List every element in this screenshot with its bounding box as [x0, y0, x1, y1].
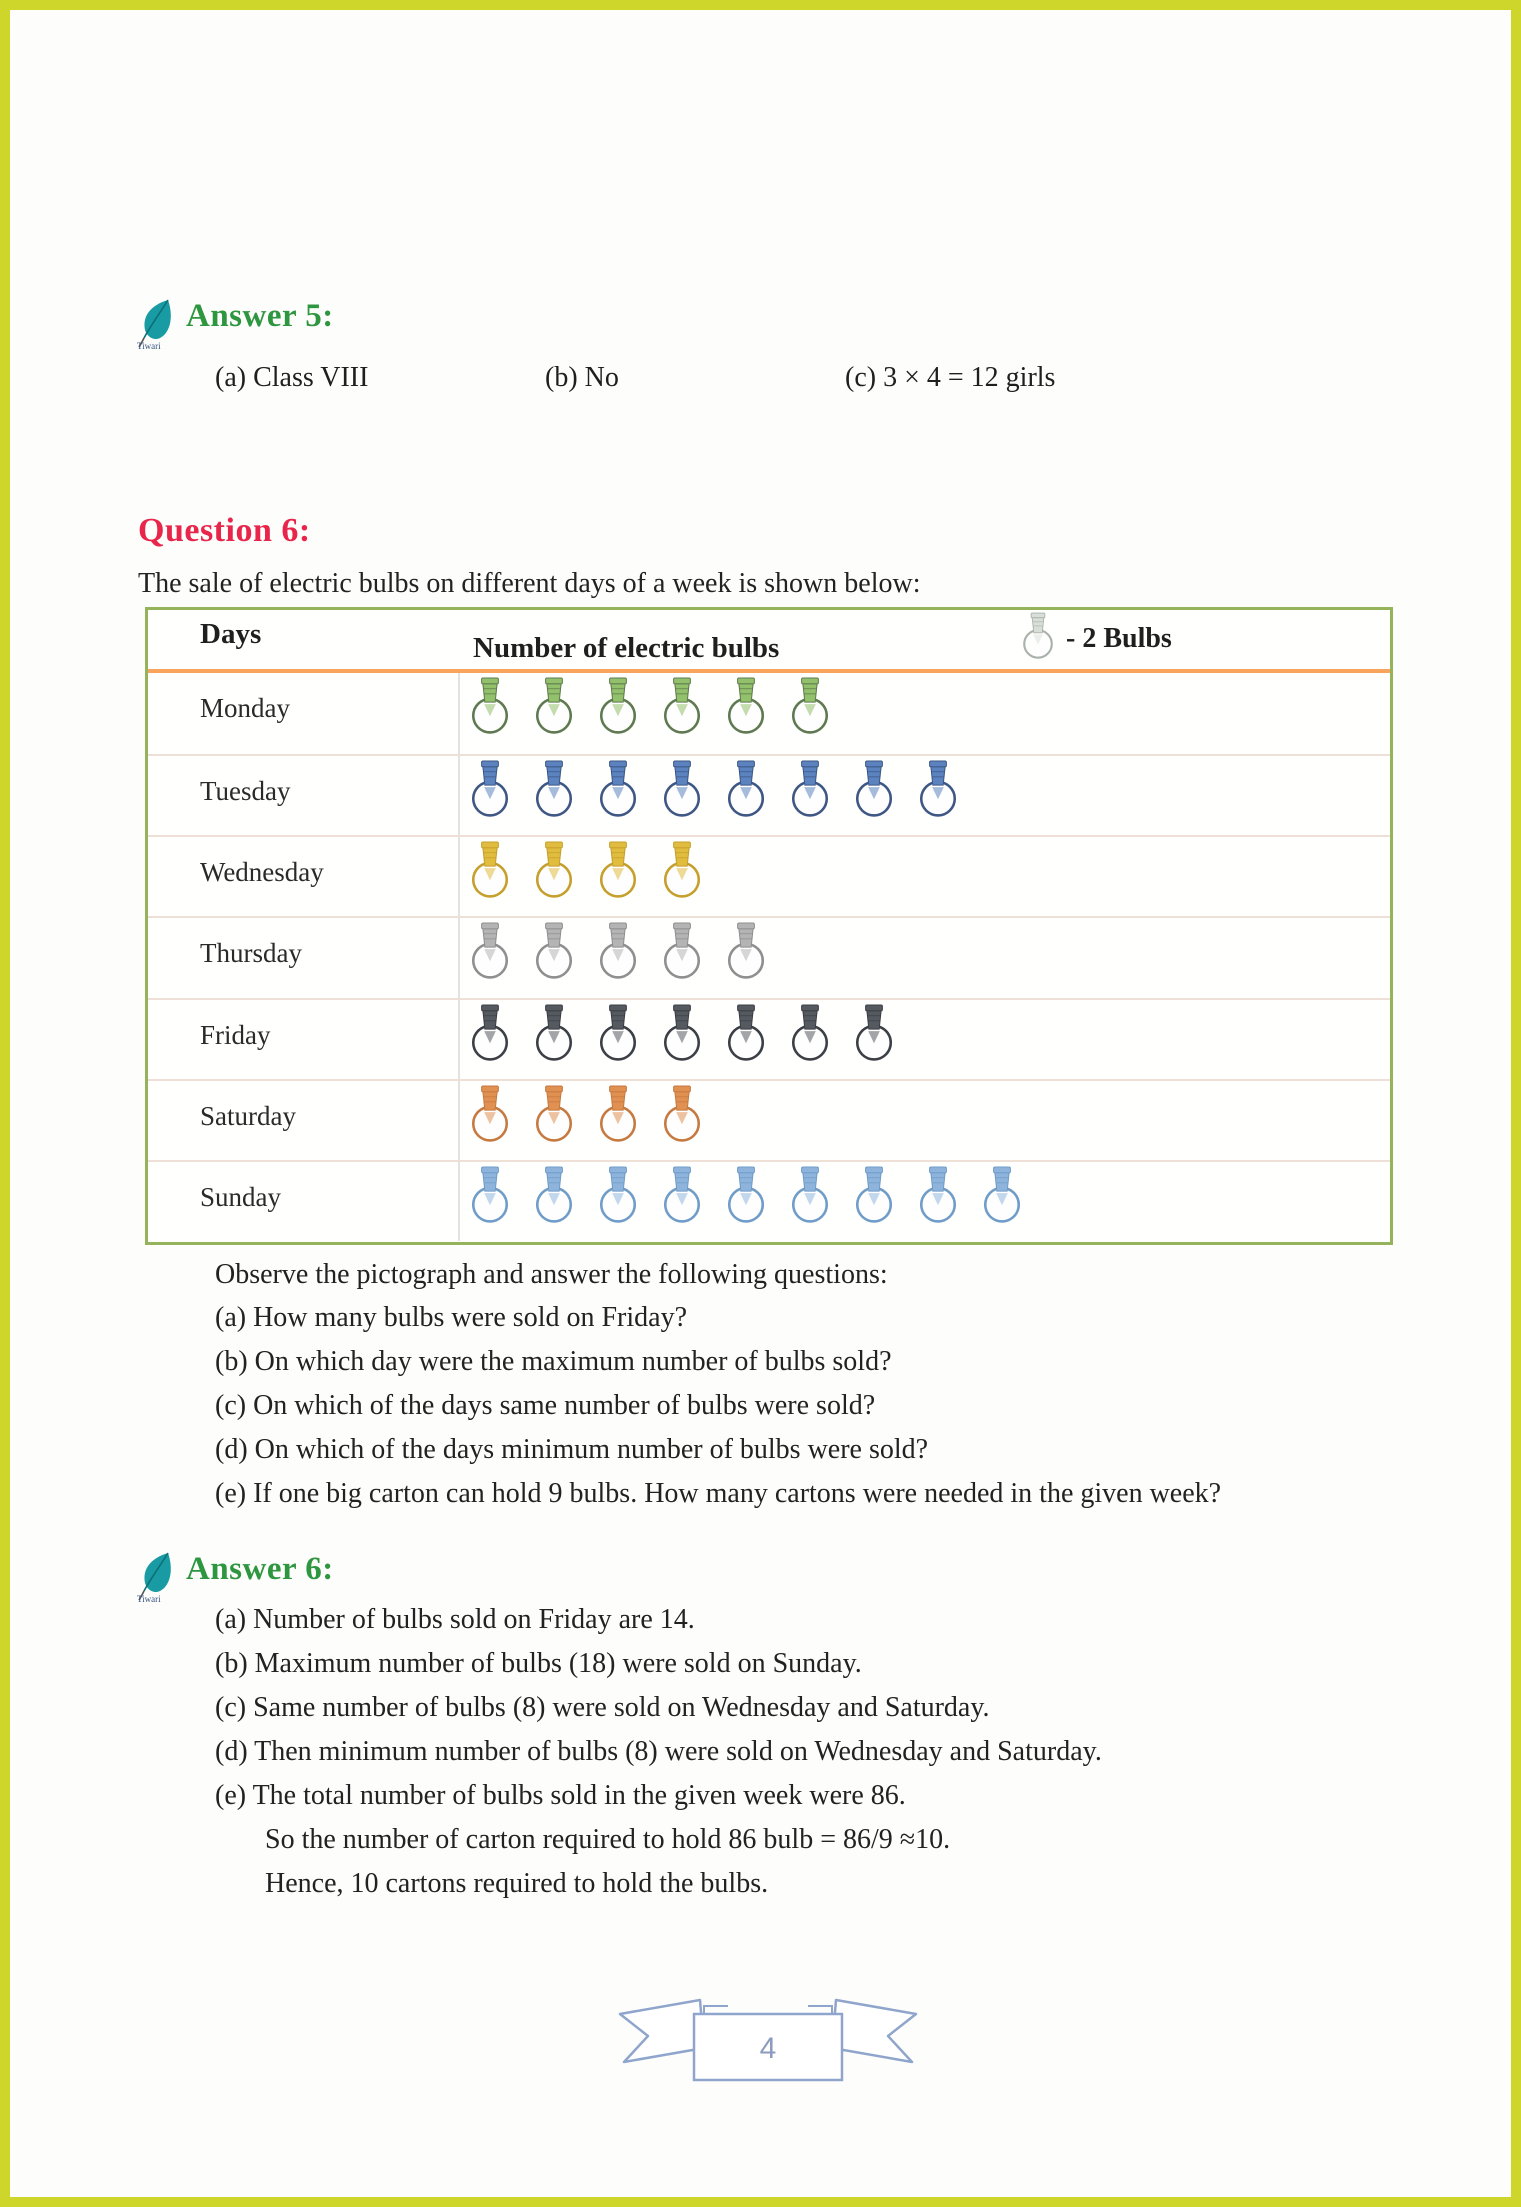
- legend-label: - 2 Bulbs: [1066, 622, 1172, 654]
- day-label: Thursday: [148, 918, 460, 997]
- question-line: (d) On which of the days minimum number of bulbs were sold?: [215, 1434, 929, 1465]
- bulb-icon: [724, 1166, 768, 1224]
- day-label: Friday: [148, 1000, 460, 1079]
- answer-line: (d) Then minimum number of bulbs (8) were sold on Wednesday and Saturday.: [215, 1736, 1102, 1767]
- bulb-icon: [532, 760, 576, 818]
- pictograph-row: [148, 835, 1390, 916]
- answer6-heading: Answer 6:: [186, 1551, 334, 1587]
- bulb-icon: [468, 1004, 512, 1062]
- bulb-icon: [724, 1004, 768, 1062]
- answer-line: So the number of carton required to hold 86 bulb = 86/9 ≈10.: [265, 1824, 951, 1855]
- bulb-icons-cell: [460, 1000, 896, 1079]
- question6-heading: Question 6:: [138, 512, 311, 549]
- tiwari-academy-leaf-logo-icon: [136, 298, 178, 350]
- legend-bulb-icon: [1020, 612, 1056, 665]
- day-label: Tuesday: [148, 756, 460, 835]
- tiwari-academy-leaf-logo-icon: [136, 1551, 178, 1603]
- bulb-icon: [1020, 612, 1056, 660]
- bulb-icon: [788, 1166, 832, 1224]
- bulb-icon: [596, 1004, 640, 1062]
- bulb-icon: [788, 760, 832, 818]
- bulb-icons-cell: [460, 756, 960, 835]
- pictograph-legend: [1020, 612, 1172, 665]
- pictograph-row: [148, 916, 1390, 997]
- bulb-icon: [468, 1085, 512, 1143]
- bulb-icon: [468, 841, 512, 899]
- logo-text: Tiwari: [137, 341, 161, 350]
- answer-line: (c) Same number of bulbs (8) were sold on Wednesday and Saturday.: [215, 1692, 990, 1723]
- bulb-icon: [468, 760, 512, 818]
- answer5-heading-row: [136, 298, 334, 350]
- bulb-icon: [596, 1085, 640, 1143]
- answer5-item-a: (a) Class VIII: [215, 362, 369, 393]
- bulb-icon: [596, 760, 640, 818]
- bulb-icon: [596, 922, 640, 980]
- pictograph-row: [148, 998, 1390, 1079]
- bulbs-column-header: Number of electric bulbs: [473, 632, 780, 664]
- bulb-icon: [660, 760, 704, 818]
- question-line: (e) If one big carton can hold 9 bulbs. How many cartons were needed in the given week?: [215, 1478, 1222, 1509]
- bulb-icon: [532, 1085, 576, 1143]
- question-line: (b) On which day were the maximum number of bulbs sold?: [215, 1346, 892, 1377]
- pictograph-row: [148, 1160, 1390, 1241]
- bulb-icon: [980, 1166, 1024, 1224]
- bulb-icon: [660, 1166, 704, 1224]
- day-label: Wednesday: [148, 837, 460, 916]
- answer-line: Hence, 10 cartons required to hold the bulbs.: [265, 1868, 769, 1899]
- bulb-icon: [660, 677, 704, 735]
- bulb-icons-cell: [460, 837, 704, 916]
- day-label: Monday: [148, 673, 460, 754]
- pictograph-rows: [148, 673, 1390, 1241]
- pictograph-row: [148, 673, 1390, 754]
- bulb-icons-cell: [460, 1162, 1024, 1241]
- pictograph-table: [145, 607, 1393, 1245]
- day-label: Sunday: [148, 1162, 460, 1241]
- bulb-icon: [660, 841, 704, 899]
- bulb-icon: [724, 760, 768, 818]
- bulb-icons-cell: [460, 673, 832, 754]
- bulb-icon: [788, 1004, 832, 1062]
- bulb-icon: [852, 1166, 896, 1224]
- page-number: 4: [759, 2032, 777, 2065]
- bulb-icon: [532, 1004, 576, 1062]
- pictograph-row: [148, 754, 1390, 835]
- observe-line: Observe the pictograph and answer the following questions:: [215, 1259, 888, 1290]
- bulb-icons-cell: [460, 918, 768, 997]
- answer-line: (b) Maximum number of bulbs (18) were sold on Sunday.: [215, 1648, 862, 1679]
- bulb-icon: [468, 1166, 512, 1224]
- bulb-icon: [468, 922, 512, 980]
- bulb-icon: [916, 760, 960, 818]
- bulb-icon: [660, 922, 704, 980]
- bulb-icon: [596, 1166, 640, 1224]
- bulb-icon: [852, 760, 896, 818]
- bulb-icon: [660, 1085, 704, 1143]
- answer6-list: [215, 1598, 1415, 1906]
- bulb-icon: [724, 677, 768, 735]
- bulb-icon: [660, 1004, 704, 1062]
- bulb-icon: [596, 677, 640, 735]
- bulb-icons-cell: [460, 1081, 704, 1160]
- bulb-icon: [788, 677, 832, 735]
- days-column-header: Days: [200, 618, 262, 650]
- answer5-item-b: (b) No: [545, 362, 619, 393]
- answer-line: (a) Number of bulbs sold on Friday are 14.: [215, 1604, 695, 1635]
- logo-text: Tiwari: [137, 1594, 161, 1603]
- answer5-items: [10, 362, 1511, 406]
- bulb-icon: [596, 841, 640, 899]
- answer5-heading: Answer 5:: [186, 298, 334, 334]
- day-label: Saturday: [148, 1081, 460, 1160]
- bulb-icon: [724, 922, 768, 980]
- question-line: (a) How many bulbs were sold on Friday?: [215, 1302, 688, 1333]
- bulb-icon: [852, 1004, 896, 1062]
- question6-list: [215, 1296, 1335, 1516]
- bulb-icon: [532, 841, 576, 899]
- question6-intro: The sale of electric bulbs on different days of a week is shown below:: [138, 568, 921, 599]
- page-number-ribbon: [618, 1996, 918, 2088]
- bulb-icon: [532, 922, 576, 980]
- pictograph-header: [148, 610, 1390, 673]
- bulb-icon: [532, 1166, 576, 1224]
- bulb-icon: [916, 1166, 960, 1224]
- bulb-icon: [468, 677, 512, 735]
- answer6-heading-row: [136, 1551, 334, 1603]
- bulb-icon: [532, 677, 576, 735]
- question-line: (c) On which of the days same number of bulbs were sold?: [215, 1390, 876, 1421]
- answer-line: (e) The total number of bulbs sold in the given week were 86.: [215, 1780, 906, 1811]
- answer5-item-c: (c) 3 × 4 = 12 girls: [845, 362, 1056, 393]
- pictograph-row: [148, 1079, 1390, 1160]
